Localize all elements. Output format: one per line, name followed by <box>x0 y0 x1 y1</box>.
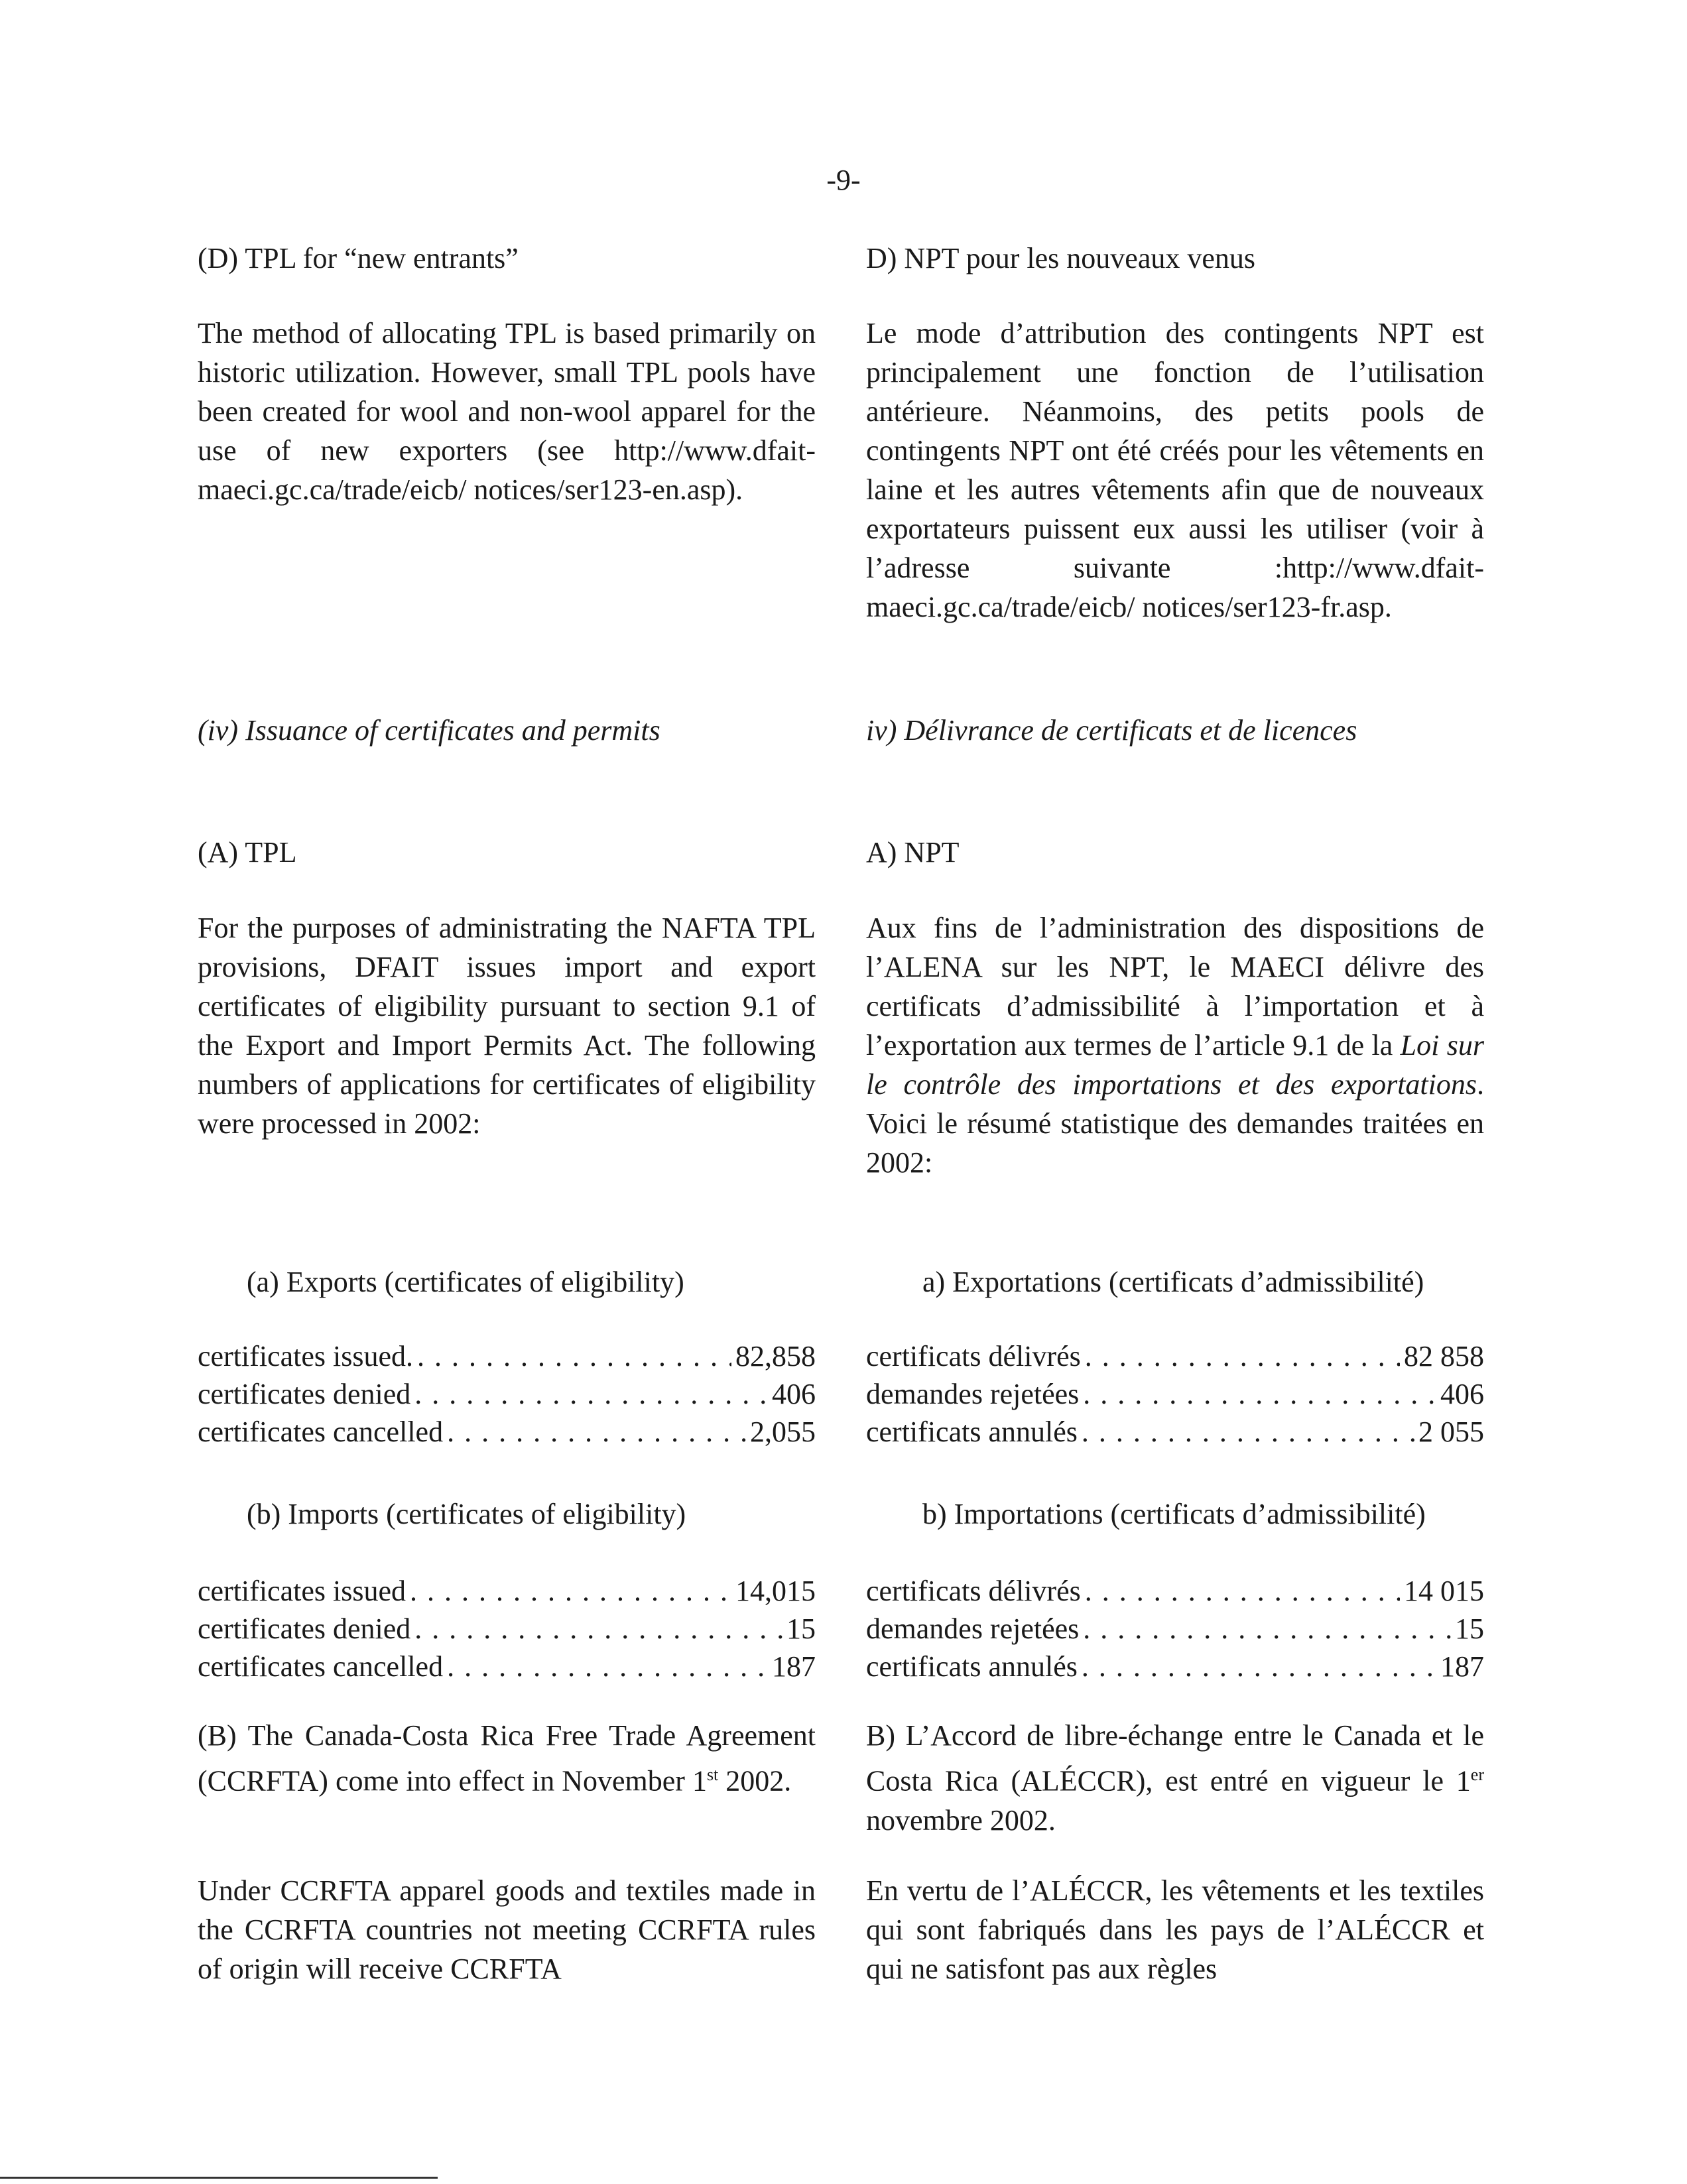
fr-imports-heading: b) Importations (certificats d’admissibilité) <box>922 1498 1426 1530</box>
fr-exports-row-denied <box>866 1375 1484 1413</box>
fr-imports-row-cancelled <box>866 1648 1484 1685</box>
dot-leader <box>1085 1337 1400 1375</box>
en-exports-heading: (a) Exports (certificates of eligibility) <box>247 1266 684 1298</box>
en-exports-row-cancelled <box>198 1413 816 1451</box>
en-section-b-text-end: 2002. <box>718 1764 792 1797</box>
fr-section-d-paragraph: Le mode d’attribution des contingents NPT est principalement une fonction de l’utilisation antérieure. Néanmoins, des petits pools de contingents NPT ont été créés pour les vêtements en laine et les autres vêtements afin que de nouveaux exportateurs puissent eux aussi les utiliser (voir à l’adresse suivante :http://www.dfait-maeci.gc.ca/trade/eicb/ notices/ser123-fr.asp. <box>866 317 1484 623</box>
fr-section-iv-heading: iv) Délivrance de certificats et de licences <box>866 714 1357 747</box>
en-ccrfta-paragraph: Under CCRFTA apparel goods and textiles made in the CCRFTA countries not meeting CCRFTA rules of origin will receive CCRFTA <box>198 1874 816 1985</box>
stat-label: certificates denied <box>198 1378 411 1410</box>
ordinal-suffix: st <box>706 1765 719 1784</box>
stat-label: certificates issued. <box>198 1340 413 1372</box>
en-section-b-paragraph <box>198 1716 816 1801</box>
dot-leader <box>1083 1610 1451 1648</box>
stat-label: certificates cancelled <box>198 1650 444 1683</box>
stat-value: 15 <box>1455 1612 1484 1645</box>
fr-exports-heading: a) Exportations (certificats d’admissibilité) <box>922 1266 1424 1298</box>
french-column <box>866 0 1484 2184</box>
stat-value: 406 <box>772 1378 816 1410</box>
dot-leader <box>417 1337 731 1375</box>
stat-label: certificats annulés <box>866 1416 1078 1448</box>
fr-exports-row-issued <box>866 1337 1484 1375</box>
en-imports-row-issued <box>198 1572 816 1610</box>
en-section-d-heading: (D) TPL for “new entrants” <box>198 242 519 274</box>
fr-imports-row-issued <box>866 1572 1484 1610</box>
en-section-d-paragraph: The method of allocating TPL is based primarily on historic utilization. However, small TPL pools have been created for wool and non-wool apparel for the use of new exporters (see http://www.dfait-maeci.gc.ca/trade/eicb/ notices/ser123-en.asp). <box>198 317 816 506</box>
dot-leader <box>414 1375 768 1413</box>
fr-section-b-text: B) L’Accord de libre-échange entre le Canada et le Costa Rica (ALÉCCR), est entré en vigueur le 1 <box>866 1719 1484 1797</box>
stat-value: 82 858 <box>1404 1340 1484 1372</box>
en-imports-list <box>198 1572 816 1685</box>
dot-leader <box>447 1413 746 1451</box>
en-imports-row-denied <box>198 1610 816 1648</box>
en-exports-row-denied <box>198 1375 816 1413</box>
stat-label: demandes rejetées <box>866 1378 1080 1410</box>
fr-section-b-paragraph <box>866 1716 1484 1840</box>
stat-value: 187 <box>1440 1650 1484 1683</box>
fr-section-a-text-end: . Voici le résumé statistique des demandes traitées en 2002: <box>866 1068 1484 1179</box>
stat-label: demandes rejetées <box>866 1612 1080 1645</box>
fr-exports-row-cancelled <box>866 1413 1484 1451</box>
stat-label: certificats délivrés <box>866 1340 1081 1372</box>
fr-ccrfta-paragraph: En vertu de l’ALÉCCR, les vêtements et les textiles qui sont fabriqués dans les pays de l’ALÉCCR et qui ne satisfont pas aux règles <box>866 1874 1484 1985</box>
fr-section-a-text: Aux fins de l’administration des dispositions de l’ALENA sur les NPT, le MAECI délivre des certificats d’admissibilité à l’importation et à l’exportation aux termes de l’article 9.1 de la <box>866 912 1484 1062</box>
en-exports-list <box>198 1337 816 1451</box>
stat-value: 406 <box>1440 1378 1484 1410</box>
fr-exports-list <box>866 1337 1484 1451</box>
fr-section-b-text-end: novembre 2002. <box>866 1803 1056 1837</box>
fr-section-a-heading: A) NPT <box>866 836 960 869</box>
fr-section-a-law-title: Loi sur le contrôle des importations et des exportations <box>866 1029 1484 1101</box>
fr-section-a-paragraph <box>866 908 1484 1182</box>
dot-leader <box>1085 1572 1400 1610</box>
dot-leader <box>1082 1648 1436 1685</box>
fr-section-d-heading: D) NPT pour les nouveaux venus <box>866 242 1255 274</box>
english-column <box>198 0 816 2184</box>
en-imports-row-cancelled <box>198 1648 816 1685</box>
stat-value: 14,015 <box>735 1575 816 1607</box>
fr-imports-row-denied <box>866 1610 1484 1648</box>
stat-value: 14 015 <box>1404 1575 1484 1607</box>
stat-value: 2 055 <box>1418 1416 1484 1448</box>
stat-label: certificates cancelled <box>198 1416 444 1448</box>
page-number: -9- <box>826 164 861 196</box>
stat-label: certificates issued <box>198 1575 406 1607</box>
ordinal-suffix: er <box>1470 1765 1484 1784</box>
dot-leader <box>410 1572 731 1610</box>
dot-leader <box>1082 1413 1414 1451</box>
en-section-a-paragraph: For the purposes of administrating the NAFTA TPL provisions, DFAIT issues import and export certificates of eligibility pursuant to section 9.1 of the Export and Import Permits Act. The following numbers of applications for certificates of eligibility were processed in 2002: <box>198 912 816 1140</box>
en-exports-row-issued <box>198 1337 816 1375</box>
footer-rule <box>0 2177 438 2179</box>
stat-label: certificates denied <box>198 1612 411 1645</box>
fr-imports-list <box>866 1572 1484 1685</box>
stat-value: 2,055 <box>750 1416 816 1448</box>
stat-label: certificats délivrés <box>866 1575 1081 1607</box>
en-section-a-heading: (A) TPL <box>198 836 297 869</box>
stat-value: 15 <box>786 1612 816 1645</box>
dot-leader <box>447 1648 768 1685</box>
dot-leader <box>1083 1375 1436 1413</box>
en-imports-heading: (b) Imports (certificates of eligibility) <box>247 1498 686 1530</box>
stat-label: certificats annulés <box>866 1650 1078 1683</box>
en-section-iv-heading: (iv) Issuance of certificates and permits <box>198 714 660 747</box>
stat-value: 82,858 <box>735 1340 816 1372</box>
en-section-b-text: (B) The Canada-Costa Rica Free Trade Agreement (CCRFTA) come into effect in November 1 <box>198 1719 816 1797</box>
stat-value: 187 <box>772 1650 816 1683</box>
dot-leader <box>414 1610 782 1648</box>
